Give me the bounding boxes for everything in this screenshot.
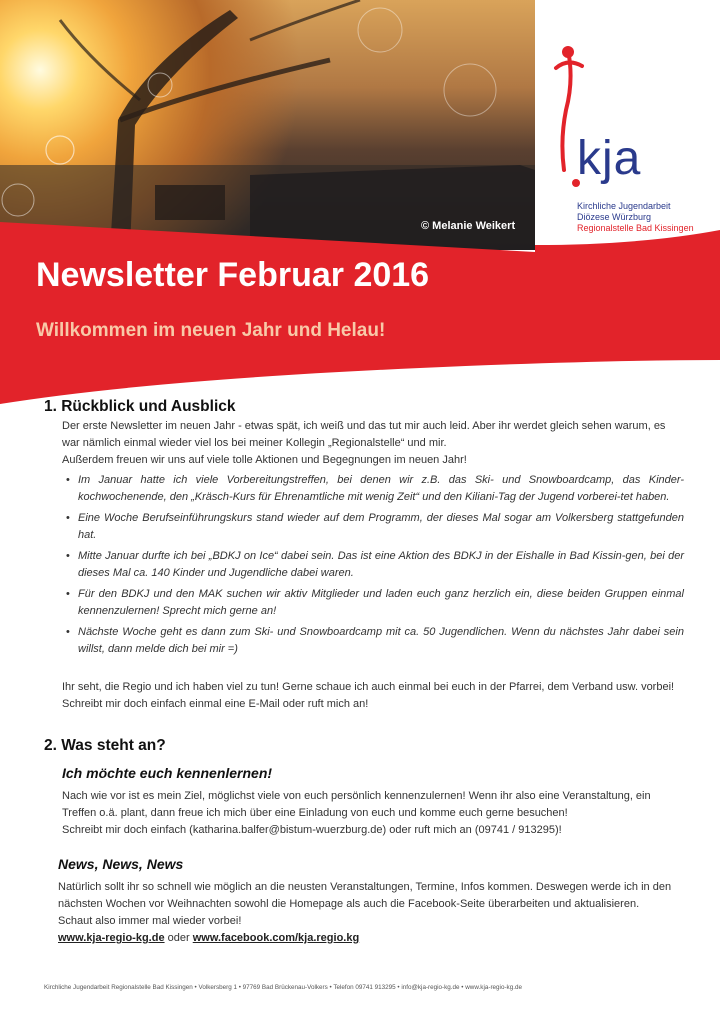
newsletter-title: Newsletter Februar 2016	[36, 256, 430, 294]
list-item: • Im Januar hatte ich viele Vorbereitungstreffen, bei denen wir z.B. das Ski- und Snowboardcamp, das Kinder-kochwochenende, den „Kräsch-Kurs für Ehrenamtliche mit wenig Zeit“ und den Kiliani-Tag der Jugend vorberei-tet haben.	[62, 472, 684, 506]
photo-credit: © Melanie Weikert	[421, 220, 516, 232]
section1-intro-text2: Außerdem freuen wir uns auf viele tolle Aktionen und Begegnungen im neuen Jahr!	[62, 454, 467, 466]
contact-paragraph: Schreibt mir doch einfach (katharina.balfer@bistum-wuerzburg.de) oder ruft mich an (09741 / 913295)!	[62, 824, 562, 836]
links-connector: oder	[167, 932, 190, 944]
list-item: • Für den BDKJ und den MAK suchen wir aktiv Mitglieder und laden euch ganz herzlich ein, diese beiden Gruppen einmal kennenzulernen! Sprecht mich gerne an!	[62, 586, 684, 620]
section1-bullet-list	[62, 472, 684, 662]
section2-heading: 2. Was steht an?	[44, 737, 166, 754]
subsection-heading-news: News, News, News	[58, 856, 184, 872]
section1-intro-text: Der erste Newsletter im neuen Jahr - etwas spät, ich weiß und das tut mir auch leid. Aber ihr werdet gleich sehen warum, es war nämlich einmal wieder viel los bei meiner Kollegin „Regionalstelle“ und mir.	[62, 420, 666, 449]
logo-line-1: Kirchliche Jugendarbeit	[577, 201, 671, 211]
list-item: • Nächste Woche geht es dann zum Ski- und Snowboardcamp mit ca. 50 Jugendlichen. Wenn du nächstes Jahr dabei sein willst, dann melde dich bei mir =)	[62, 624, 684, 658]
newsletter-subtitle: Willkommen im neuen Jahr und Helau!	[36, 320, 386, 341]
subsection-text-news	[58, 879, 684, 947]
red-banner	[0, 0, 720, 420]
paragraph: Nach wie vor ist es mein Ziel, möglichst viele von euch persönlich kennenzulernen! Wenn ihr also eine Veranstaltung, ein Treffen o.ä. plant, dann freue ich mich über eine Einladung von euch und komme euch gerne besuchen!	[62, 790, 651, 819]
links-line	[58, 930, 684, 947]
section1-heading: 1. Rückblick und Ausblick	[44, 398, 236, 415]
kja-wordmark: kja	[577, 132, 642, 185]
logo-line-3: Regionalstelle Bad Kissingen	[577, 223, 694, 233]
section1-intro	[62, 418, 684, 469]
section1-outro: Ihr seht, die Regio und ich haben viel zu tun! Gerne schaue ich auch einmal bei euch in der Pfarrei, dem Verband usw. vorbei! Schreibt mir doch einfach einmal eine E-Mail oder ruft mich an!	[62, 681, 675, 710]
list-item: • Eine Woche Berufseinführungskurs stand wieder auf dem Programm, der dieses Mal sogar am Volkersberg stattgefunden hat.	[62, 510, 684, 544]
footer-contact-line: Kirchliche Jugendarbeit Regionalstelle Bad Kissingen • Volkersberg 1 • 97769 Bad Brückenau-Volkers • Telefon 09741 913295 • info@kja-regio-kg.de • www.kja-regio-kg.de	[44, 984, 522, 991]
subsection-text-kennenlernen	[62, 788, 684, 839]
homepage-link[interactable]: www.kja-regio-kg.de	[58, 932, 165, 944]
paragraph: Natürlich sollt ihr so schnell wie möglich an die neusten Veranstaltungen, Termine, Infos kommen. Deswegen werde ich in den nächsten Wochen vor Weihnachten sowohl die Homepage als auch die Facebook-Seite überarbeiten und aktualisieren.	[58, 881, 672, 910]
subsection-heading-kennenlernen: Ich möchte euch kennenlernen!	[62, 765, 273, 781]
paragraph: Schaut also immer mal wieder vorbei!	[58, 915, 242, 927]
logo-line-2: Diözese Würzburg	[577, 212, 652, 222]
list-item: • Mitte Januar durfte ich bei „BDKJ on Ice“ dabei sein. Das ist eine Aktion des BDKJ in der Eishalle in Bad Kissin-gen, bei der dieses Mal ca. 140 Kinder und Jugendliche dabei waren.	[62, 548, 684, 582]
facebook-link[interactable]: www.facebook.com/kja.regio.kg	[192, 932, 360, 944]
